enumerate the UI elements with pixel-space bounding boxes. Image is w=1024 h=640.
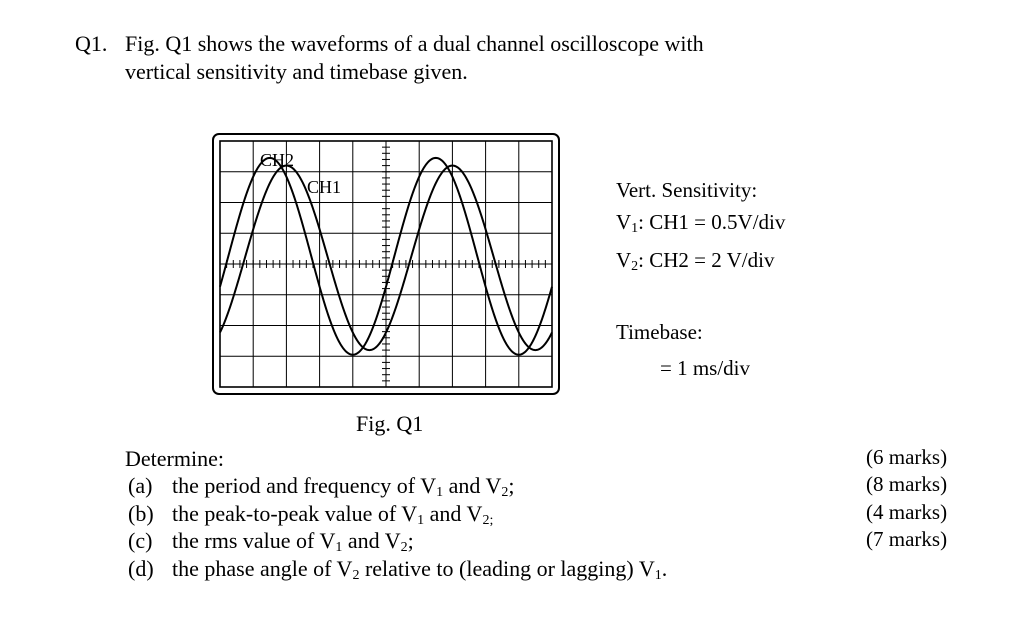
part-text-t1: the rms value of V	[172, 528, 336, 553]
part-text-t2: relative to (leading or lagging) V	[359, 556, 655, 581]
part-text-s1: 1	[436, 485, 444, 500]
part-text-t2: and V	[342, 528, 401, 553]
timebase-value: = 1 ms/div	[660, 356, 751, 380]
part-text-s2: 1	[654, 568, 662, 583]
part-label: (b)	[128, 501, 154, 526]
part-marks: (6 marks)	[866, 445, 948, 469]
vert-sensitivity-title: Vert. Sensitivity:	[616, 178, 758, 202]
timebase-title: Timebase:	[616, 320, 703, 344]
part-text-t1: the phase angle of V	[172, 556, 353, 581]
figure-caption: Fig. Q1	[356, 411, 424, 436]
part-text-s1: 1	[335, 540, 343, 555]
part-label: (d)	[128, 556, 154, 581]
part-marks: (7 marks)	[866, 527, 948, 551]
part-text-s2: 2	[501, 485, 509, 500]
v2-prefix: V	[616, 248, 632, 272]
part-text-s1: 1	[417, 513, 425, 528]
question-number: Q1.	[75, 31, 108, 56]
v2-value: : CH2 = 2 V/div	[638, 248, 775, 272]
part-text	[172, 555, 667, 583]
part-marks: (4 marks)	[866, 500, 948, 524]
part-text-t2: and V	[424, 501, 483, 526]
oscilloscope-figure	[212, 133, 560, 395]
part-text-t3: .	[661, 556, 668, 581]
determine-label: Determine:	[125, 446, 224, 471]
part-text-t2: and V	[443, 473, 502, 498]
part-text-s2: 2;	[482, 513, 494, 528]
part-text-t1: the period and frequency of V	[172, 473, 437, 498]
question-line-1: Fig. Q1 shows the waveforms of a dual channel oscilloscope with	[125, 31, 704, 56]
v1-subscript: 1	[631, 221, 639, 236]
part-label: (c)	[128, 528, 153, 553]
part-text-t3: ;	[508, 473, 515, 498]
ch1-label: CH1	[307, 177, 342, 197]
v2-sensitivity	[616, 248, 774, 273]
part-text-s2: 2	[400, 540, 408, 555]
part-text	[172, 500, 493, 528]
ch2-label: CH2	[260, 150, 295, 170]
part-marks: (8 marks)	[866, 472, 948, 496]
part-text	[172, 472, 515, 500]
v1-value: : CH1 = 0.5V/div	[638, 210, 786, 234]
question-line-2: vertical sensitivity and timebase given.	[125, 59, 468, 84]
part-text-t1: the peak-to-peak value of V	[172, 501, 418, 526]
part-text	[172, 527, 414, 555]
v2-subscript: 2	[631, 259, 639, 274]
v1-prefix: V	[616, 210, 632, 234]
part-label: (a)	[128, 473, 153, 498]
v1-sensitivity	[616, 210, 785, 235]
part-text-t3: ;	[407, 528, 414, 553]
part-text-s1: 2	[352, 568, 360, 583]
